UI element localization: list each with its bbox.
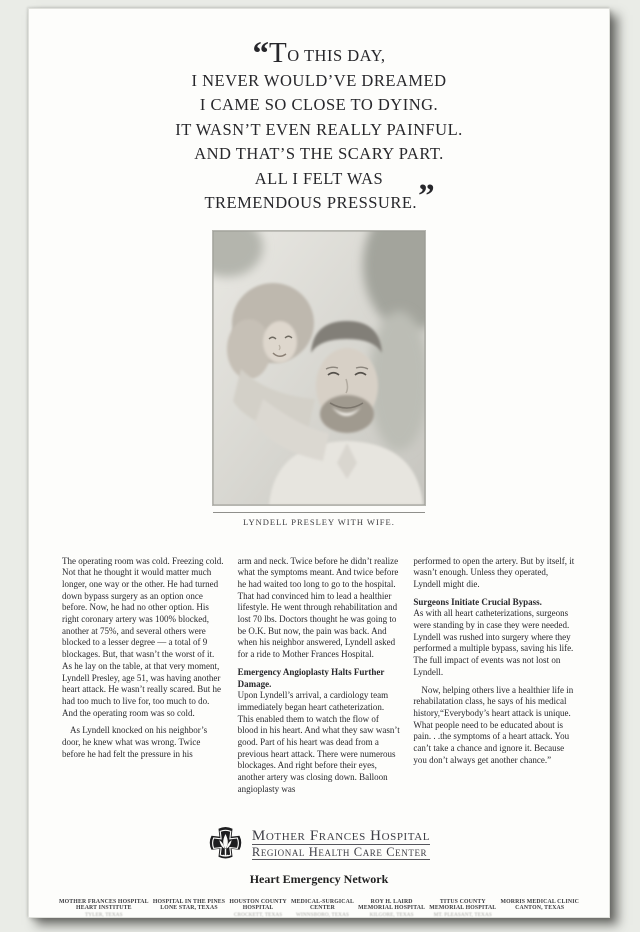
quote-line-4: IT WASN’T EVEN REALLY PAINFUL. bbox=[175, 119, 463, 139]
paragraph: Now, helping others live a healthier life in rehabilatation class, he says of his medical history,“Everybody’s heart attack is unique. What people need to be educated about is pain. . .the symptoms of a heart attack. You can’t take a chance and ignore it. Because you don’t always get another chance.” bbox=[413, 684, 574, 765]
photo-section bbox=[213, 231, 425, 527]
network-item-mother-frances bbox=[59, 899, 149, 919]
quote-line-1-text: O THIS DAY, bbox=[287, 46, 386, 65]
paragraph: arm and neck. Twice before he didn’t realize what the symptoms meant. And twice before he had waited too long to go to the hospital. That had convinced him to lead a healthier lifestyle. He went through rehabilitation and lost 70 lbs. Doctors thought he was going to be O.K. But now, the pain was back. And when his neighbor answered, Lyndell asked for a ride to Mother Frances Hospital. bbox=[237, 555, 399, 660]
network-item-line: HOSPITAL bbox=[242, 905, 274, 912]
couple-photo bbox=[213, 231, 425, 505]
article-column-2 bbox=[238, 556, 401, 818]
network-item-titus-county bbox=[429, 899, 496, 919]
network-item-line: MEDICAL-SURGICAL bbox=[291, 898, 354, 905]
quote-line-7-text: TREMENDOUS PRESSURE. bbox=[204, 193, 418, 212]
caption-divider bbox=[213, 512, 425, 513]
network-item-location: WINNSBORO, TEXAS bbox=[295, 912, 349, 919]
close-quote-mark: ” bbox=[418, 178, 434, 214]
network-item-line: HOUSTON COUNTY bbox=[229, 898, 287, 905]
network-item-location: TYLER, TEXAS bbox=[84, 912, 123, 919]
paragraph: Upon Lyndell’s arrival, a cardiology team immediately began heart catheterization. This enabled them to watch the flow of blood in his heart. And what they saw wasn’t good. Part of his heart was dead from a previous heart attack. There were numerous blockages. And right before their eyes, another artery was closing down. Balloon angioplasty was bbox=[237, 690, 400, 794]
network-item-location: LONE STAR, TEXAS bbox=[160, 905, 218, 912]
quote-line-2: I NEVER WOULD’VE DREAMED bbox=[191, 70, 447, 90]
paragraph: As Lyndell knocked on his neighbor’s door, he knew what was wrong. Twice before he had felt the pressure in his bbox=[62, 725, 208, 759]
network-title: Heart Emergency Network bbox=[249, 871, 389, 886]
network-item-location: MT. PLEASANT, TEXAS bbox=[433, 912, 492, 919]
article-column-3 bbox=[413, 556, 576, 818]
section-heading-bypass: Surgeons Initiate Crucial Bypass. bbox=[413, 596, 542, 607]
network-hospital-list bbox=[29, 899, 609, 919]
quote-line-5: AND THAT’S THE SCARY PART. bbox=[194, 144, 444, 163]
section-heading-angioplasty: Emergency Angioplasty Halts Further Damage. bbox=[237, 666, 385, 689]
quote-lead-cap: T bbox=[269, 37, 288, 69]
network-item-location: KILGORE, TEXAS bbox=[369, 912, 414, 919]
photo-caption: LYNDELL PRESLEY WITH WIFE. bbox=[243, 516, 395, 527]
network-item-location: CANTON, TEXAS bbox=[515, 905, 565, 912]
ad-page bbox=[28, 8, 610, 918]
network-item-houston-county bbox=[229, 899, 287, 919]
paragraph: The operating room was cold. Freezing cold. Not that he thought it would matter much longer, one way or the other. He had turned down bypass surgery as an option once before. Now, he had no other option. His right coronary artery was 100% blocked, another at 75%, and several others were blocked to a lesser degree — a total of 9 blockages. But, that wasn’t the worst of it. As he lay on the table, at that very moment, Lyndell Presley, age 51, was having another heart attack. He wasn’t really scared. But he had too much to live for, too much to do. And the operating room was so cold. bbox=[62, 555, 224, 718]
network-item-roy-h-laird bbox=[358, 899, 425, 919]
hospital-subtitle: Regional Health Care Center bbox=[252, 845, 430, 860]
network-item-line: MEMORIAL HOSPITAL bbox=[429, 905, 497, 912]
network-item-line: HEART INSTITUTE bbox=[76, 905, 132, 912]
hospital-logo-text bbox=[252, 829, 430, 860]
mother-frances-cross-icon bbox=[208, 826, 243, 863]
network-item-hospital-in-the-pines bbox=[153, 899, 225, 919]
article-column-1 bbox=[62, 556, 225, 818]
open-quote-mark: “ bbox=[252, 36, 268, 72]
network-item-line: MORRIS MEDICAL CLINIC bbox=[500, 898, 579, 905]
paragraph: performed to open the artery. But by itself, it wasn’t enough. Unless they operated, Lyndell might die. bbox=[413, 555, 575, 589]
network-item-morris-medical bbox=[500, 899, 579, 919]
network-item-line: CENTER bbox=[309, 905, 336, 912]
network-item-line: TITUS COUNTY bbox=[439, 898, 486, 905]
quote-line-3: I CAME SO CLOSE TO DYING. bbox=[199, 95, 439, 114]
hospital-name: Mother Frances Hospital bbox=[251, 827, 431, 844]
network-item-line: MOTHER FRANCES HOSPITAL bbox=[59, 898, 149, 905]
headline-quote bbox=[29, 36, 609, 216]
network-item-line: MEMORIAL HOSPITAL bbox=[358, 905, 426, 912]
network-item-location: CROCKETT, TEXAS bbox=[233, 912, 283, 919]
network-item-line: HOSPITAL IN THE PINES bbox=[152, 898, 226, 905]
article-body bbox=[29, 556, 609, 818]
quote-line-6: ALL I FELT WAS bbox=[254, 168, 384, 188]
hospital-logo bbox=[29, 826, 609, 863]
network-item-medical-surgical bbox=[291, 899, 354, 919]
paragraph: As with all heart catheterizations, surgeons were standing by in case they were needed. Lyndell was rushed into surgery where they performed a multiple bypass, saving his life. The full impact of events was not lost on Lyndell. bbox=[413, 608, 574, 677]
network-item-line: ROY H. LAIRD bbox=[370, 898, 413, 905]
quote-line-1 bbox=[29, 36, 609, 72]
